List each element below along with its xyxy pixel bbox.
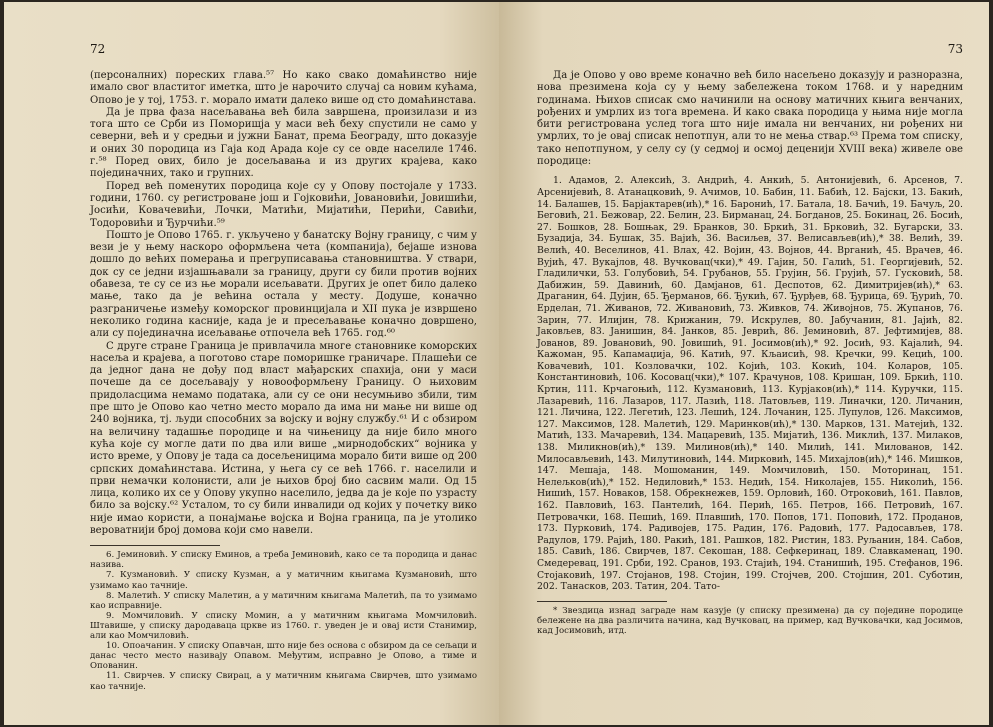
paragraph: (персоналних) пореских глава.⁵⁷ Но како свако домаћинство није имало свог властитог иметка, што је нарочито случај са новим кућама, Опово је у тој, 1753. г. морало имати далеко више од сто домаћинстава. — [90, 70, 477, 106]
paragraph: Пошто је Опово 1765. г. укључено у банатску Војну границу, с чим у вези је у њему наскоро оформљена чета (компанија), бејаше изнова дошло до већих померања и прегруписавања становништва. У ствари, док су се једни изјашњавали за границу, други су били против војних обавеза, те су се из ње морали исељавати. Других је опет било далеко мање, тако да је већина остала у месту. Додуше, коначно разграничење између коморског провинцијала и XII пука је извршено неколико година касније, када је и пресељавање коначно довршено, али су појединачна исељавање отпочела већ 1765. год.⁶⁰ — [90, 229, 477, 340]
family-roster — [537, 175, 963, 592]
footnote: 11. Свирчев. У списку Свирац, а у матичним књигама Свирчев, што узимамо као тачније. — [90, 671, 477, 692]
right-page — [499, 2, 989, 725]
footnote: 10. Опоачанин. У списку Опавчан, што није без основа с обзиром да се сељаци и данас често место називају Опавом. Међутим, исправно је Опово, а тиме и Опованин. — [90, 641, 477, 672]
footnote: * Звездица изнад заграде нам казује (у списку презимена) да су поједине породице бележене на два различита начина, кад Вучковац, на пример, кад Вучковачки, кад Јосимов, кад Јосимовић, итд. — [537, 605, 963, 636]
footnote-divider — [90, 545, 220, 546]
footnotes — [90, 550, 477, 691]
footnote: 7. Кузмановић. У списку Кузман, а у матичним књигама Кузмановић, што узимамо као тачније. — [90, 570, 477, 591]
page-number-left: 72 — [90, 42, 106, 56]
footnote: 9. Момчиловић. У списку Момин, а у матичним књигама Момчиловић. Штавише, у списку дародаваца цркве из 1760. г. уведен је и овај исти Станимир, али као Момчиловић. — [90, 610, 477, 642]
paragraph: Поред већ поменутих породица које су у Опову постојале у 1733. години, 1760. су регистроване још и Гојковићи, Јовановићи, Јовишићи, Јосићи, Ковачевићи, Лочки, Матићи, Мијатићи, Перићи, Савићи, Тодоровићи и Ђурчићи.⁵⁹ — [90, 180, 477, 229]
roster-list: 1. Адамов, 2. Алексић, 3. Андрић, 4. Анкић, 5. Антонијевић, 6. Арсенов, 7. Арсенијевић, 8. Атанацковић, 9. Ачимов, 10. Бабин, 11. Бабић, 12. Бајски, 13. Бакић, 14. Балашев, 15. Барјактарев(ић),* 16. Баронић, 17. Батала, 18. Бачић, 19. Бачуљ, 20. Беговић, 21. Бежовар, 22. Белин, 23. Бирманац, 24. Богданов, 25. Бокинац, 26. Босић, 27. Бошков, 28. Бошњак, 29. Бранков, 30. Бркић, 31. Брковић, 32. Бугарски, 33. Бузадија, 34. Бушак, 35. Вајић, 36. Васиљев, 37. Велисављев(ић),* 38. Велић, 39. Велић, 40. Веселинов, 41. Влах, 42. Војин, 43. Војнов, 44. Врганић, 45. Врачев, 46. Вујић, 47. Вукајлов, 48. Вучковац(чки),* 49. Гајин, 50. Галић, 51. Георгијевић, 52. Гладилички, 53. Голубовић, 54. Грубанов, 55. Грујин, 56. Грујић, 57. Гусковић, 58. Дабижин, 59. Давинић, 60. Дамјанов, 61. Деспотов, 62. Димитријев(ић),* 63. Драганин, 64. Дујин, 65. Ђерманов, 66. Ђукић, 67. Ђурђев, 68. Ђурица, 69. Ђурић, 70. Ерделан, 71. Живанов, 72. Живановић, 73. Живков, 74. Живојнов, 75. Жупанов, 76. Зарин, 77. Илијин, 78. Крижанин, 79. Искрулев, 80. Јабучанин, 81. Јајић, 82. Јаковљев, 83. Јанишин, 84. Јанков, 85. Јеврић, 86. Јеминовић, 87. Јефтимијев, 88. Јованов, 89. Јовановић, 90. Јовишић, 91. Јосимов(ић),* 92. Јосић, 93. Кајалић, 94. Кажоман, 95. Капамаџија, 96. Катић, 97. Кљаисић, 98. Кречки, 99. Кецић, 100. Ковачевић, 101. Козловачки, 102. Којић, 103. Кокић, 104. Коларов, 105. Константиновић, 106. Косовац(чки),* 107. Крачунов, 108. Кришан, 109. Бркић, 110. Кртин, 111. Крчагоњић, 112. Кузмановић, 113. Курјаков(ић),* 114. Куручки, 115. Лазаревић, 116. Лазаров, 117. Лазић, 118. Латовљев, 119. Линачки, 120. Личанин, 121. Личина, 122. Легетић, 123. Лешић, 124. Лочанин, 125. Лупулов, 126. Максимов, 127. Максимов, 128. Малетић, 129. Маринков(ић),* 130. Марков, 131. Матејић, 132. Матић, 133. Мачаревић, 134. Мацаревић, 135. Мијатић, 136. Миклић, 137. Милаков, 138. Миликнов(ић),* 139. Милинов(ић),* 140. Милић, 141. Милованов, 142. Милосављевић, 143. Милутиновић, 144. Мирковић, 145. Михајлов(ић),* 146. Мишков, 147. Мешаја, 148. Мошоманин, 149. Момчиловић, 150. Моторинац, 151. Нелељков(ић),* 152. Недиловић,* 153. Недић, 154. Николајев, 155. Николић, 156. Нишић, 157. Новаков, 158. Обрекнежев, 159. Орловић, 160. Отроковић, 161. Павлов, 162. Павловић, 163. Пантелић, 164. Перић, 165. Петров, 166. Петровић, 167. Петровачки, 168. Пешић, 169. Плавшић, 170. Попов, 171. Поповић, 172. Проданов, 173. Пурковић, 174. Радивојев, 175. Радин, 176. Радовић, 177. Радосављев, 178. Радулов, 179. Рајић, 180. Ракић, 181. Рашков, 182. Ристин, 183. Руљанин, 184. Сабов, 185. Савић, 186. Свирчев, 187. Секошан, 188. Сефкеринац, 189. Славкаменац, 190. Смедеревац, 191. Срби, 192. Сранов, 193. Стајић, 194. Станишић, 195. Стефанов, 196. Стојаковић, 197. Стојанов, 198. Стојин, 199. Стојчев, 200. Стојшин, 201. Суботин, 202. Танасков, 203. Татин, 204. Тато- — [537, 175, 963, 593]
asterisk-note — [537, 606, 963, 636]
footnote-divider — [537, 601, 667, 602]
footnote: 6. Јеминовић. У списку Еминов, а треба Јеминовић, како се та породица и данас назива. — [90, 550, 477, 571]
left-page — [4, 2, 499, 725]
paragraph: С друге стране Граница је привлачила многе становнике коморских насеља и крајева, а поготово старе поморишке граничаре. Плашећи се да једног дана не дођу под власт мађарских спахија, они у маси почеше да се досељавају у новооформљену Границу. О њиховим придоласцима немамо података, али су се они несумњиво збили, тим пре што је Опово као четно место морало да има ни мање ни више од 240 војника, тј. људи способних за војску и војну службу.⁶¹ И с обзиром на величину тадашње породице и на чињеницу да није било много кућа које су могле дати по два или више „мирнодобских“ војника у исто време, у Опову је тада са досељеницима морало бити више од 200 српских домаћинстава. Истина, у њега су се већ 1766. г. населили и први немачки колонисти, али је њихов број био сасвим мали. Од 15 лица, колико их се у Опову укупно населило, једва да је које по узрасту било за војску.⁶² Усталом, то су били инвалиди од којих у почетку вико није имао користи, а понајмање војска и Војна граница, па је утолико вероватнији број домова који смо навели. — [90, 340, 477, 536]
footnote: 8. Малетић. У списку Малетин, а у матичним књигама Малетић, па то узимамо као исправније. — [90, 590, 477, 611]
book-spread — [4, 2, 989, 725]
paragraph: Да је Опово у ово време коначно већ било насељено доказују и разноразна, нова презимена која су у њему забележена током 1768. и у наредним годинама. Њихов списак смо начинили на основу матичних књига венчаних, рођених и умрлих из тога времена. И како свака породица у њима није могла бити регистрована услед тога што није имала ни венчаних, ни рођених ни умрлих, то је овај списак непотпун, али то не мења ствар.⁶³ Према том списку, тако непотпуном, у селу су (у седмој и осмој деценији XVIII века) живеле ове породице: — [537, 70, 963, 168]
page-number-right: 73 — [947, 42, 963, 56]
paragraph: Да је прва фаза насељавања већ била завршена, произилази и из тога што се Срби из Поморишја у маси већ беху спустили не само у северни, већ и у средњи и јужни Банат, према Београду, што доказује и оних 30 породица из Гаја код Арада које су се овде населиле 1746. г.⁵⁸ Поред ових, било је досељавања и из других крајева, како појединачних, тако и групних. — [90, 106, 477, 180]
